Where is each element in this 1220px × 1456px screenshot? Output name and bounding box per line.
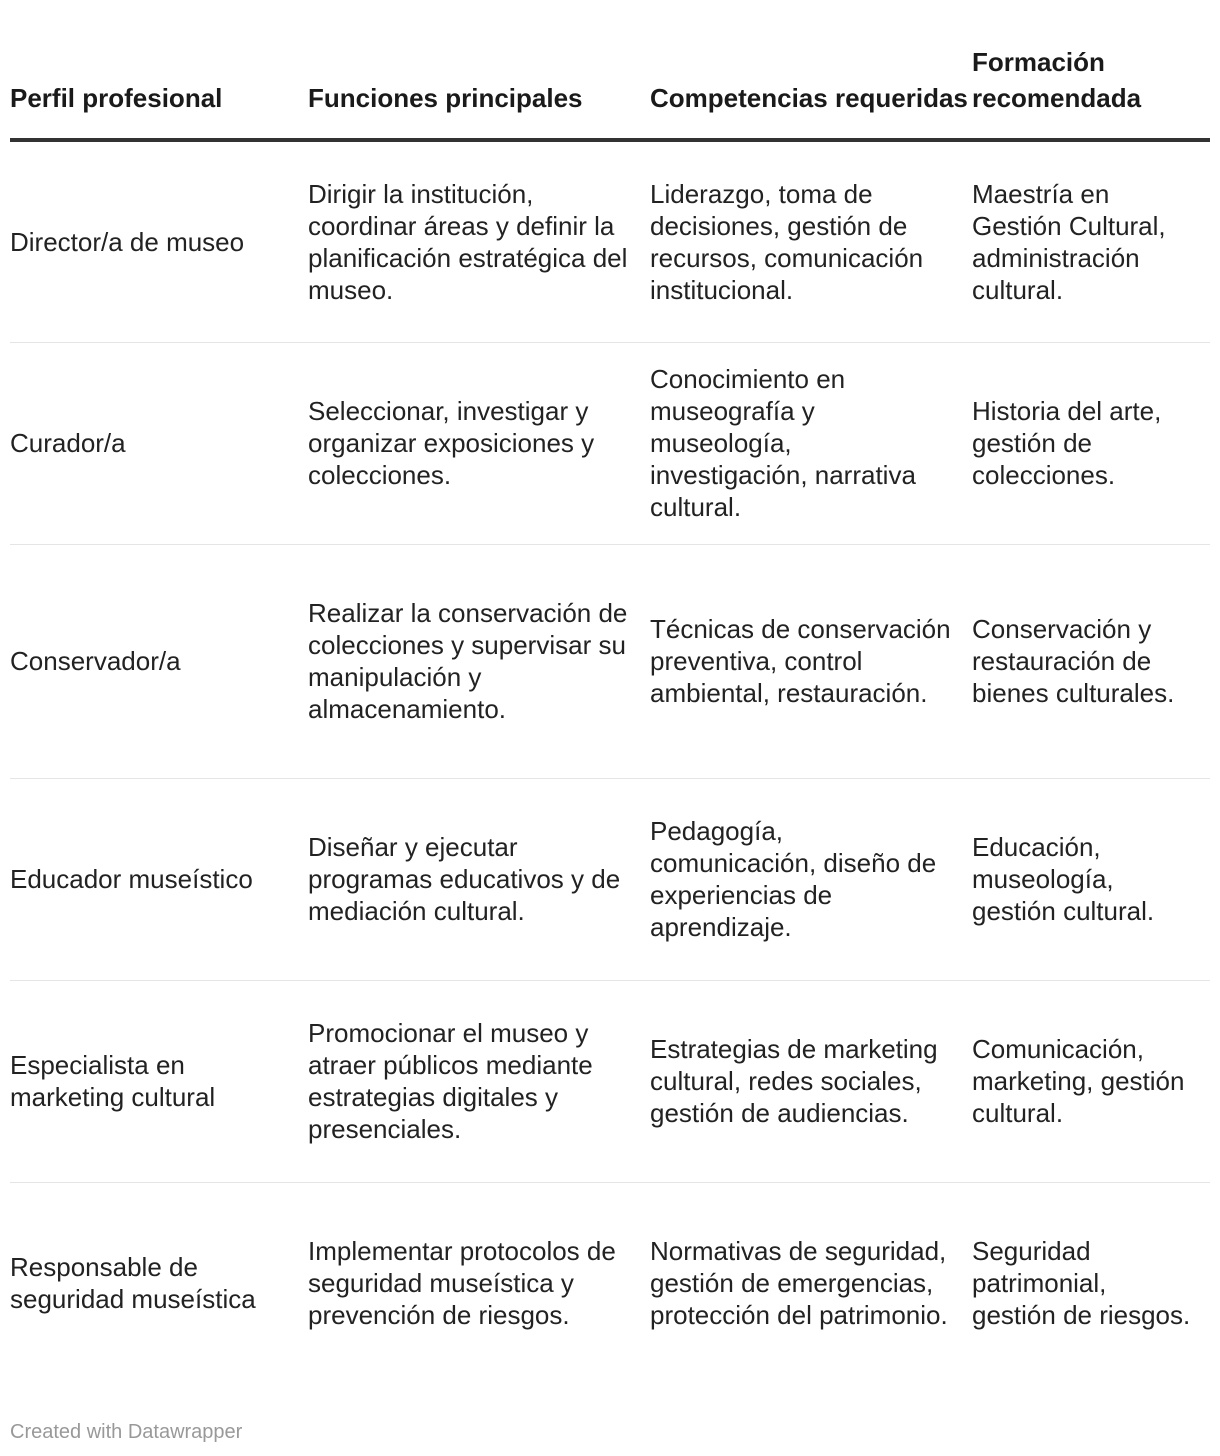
cell-formacion <box>972 140 1210 342</box>
cell-text: Conocimiento en museografía y museología, investigación, narrativa cultural. <box>650 364 916 522</box>
cell-text: Historia del arte, gestión de colecciones. <box>972 396 1162 490</box>
cell-formacion <box>972 1182 1210 1384</box>
header-competencias: Competencias requeridas <box>650 44 972 140</box>
header-funciones: Funciones principales <box>308 44 650 140</box>
cell-formacion <box>972 778 1210 980</box>
cell-perfil <box>10 1182 308 1384</box>
cell-formacion <box>972 544 1210 778</box>
cell-text: Seguridad patrimonial, gestión de riesgos. <box>972 1236 1191 1331</box>
cell-funciones <box>308 1182 650 1384</box>
datawrapper-credit: Created with Datawrapper <box>10 1421 243 1443</box>
cell-text: Conservación y restauración de bienes culturales. <box>972 614 1175 708</box>
cell-text: Normativas de seguridad, gestión de emergencias, protección del patrimonio. <box>650 1236 948 1331</box>
cell-perfil <box>10 342 308 544</box>
cell-competencias <box>650 778 972 980</box>
table-row <box>10 1182 1210 1384</box>
cell-text: Estrategias de marketing cultural, redes sociales, gestión de audiencias. <box>650 1034 938 1128</box>
data-table-container <box>10 44 1210 1384</box>
cell-text: Educación, museología, gestión cultural. <box>972 832 1155 926</box>
table-header-row <box>10 44 1210 140</box>
cell-formacion <box>972 980 1210 1182</box>
cell-text: Dirigir la institución, coordinar áreas y definir la planificación estratégica del museo. <box>308 178 628 305</box>
cell-text: Pedagogía, comunicación, diseño de experiencias de aprendizaje. <box>650 816 937 942</box>
cell-text: Realizar la conservación de colecciones y supervisar su manipulación y almacenamiento. <box>308 598 628 724</box>
cell-competencias <box>650 980 972 1182</box>
cell-competencias <box>650 1182 972 1384</box>
cell-text: Curador/a <box>10 428 126 458</box>
table-row <box>10 342 1210 544</box>
cell-text: Implementar protocolos de seguridad museística y prevención de riesgos. <box>308 1236 616 1331</box>
table-row <box>10 778 1210 980</box>
cell-text: Diseñar y ejecutar programas educativos y de mediación cultural. <box>308 832 621 926</box>
header-perfil: Perfil profesional <box>10 44 308 140</box>
cell-text: Conservador/a <box>10 646 181 676</box>
cell-text: Promocionar el museo y atraer públicos mediante estrategias digitales y presenciales. <box>308 1018 593 1144</box>
cell-text: Maestría en Gestión Cultural, administración cultural. <box>972 178 1166 305</box>
cell-text: Director/a de museo <box>10 226 245 257</box>
cell-funciones <box>308 980 650 1182</box>
cell-perfil <box>10 778 308 980</box>
cell-funciones <box>308 140 650 342</box>
cell-funciones <box>308 778 650 980</box>
profiles-table <box>10 44 1210 1384</box>
cell-competencias <box>650 342 972 544</box>
cell-text: Responsable de seguridad museística <box>10 1252 256 1315</box>
cell-text: Comunicación, marketing, gestión cultural. <box>972 1034 1185 1128</box>
cell-perfil <box>10 980 308 1182</box>
table-row <box>10 980 1210 1182</box>
cell-competencias <box>650 140 972 342</box>
cell-text: Seleccionar, investigar y organizar exposiciones y colecciones. <box>308 396 595 490</box>
cell-text: Liderazgo, toma de decisiones, gestión de recursos, comunicación institucional. <box>650 178 924 305</box>
header-formacion: Formación recomendada <box>972 44 1210 140</box>
cell-perfil <box>10 140 308 342</box>
cell-formacion <box>972 342 1210 544</box>
cell-funciones <box>308 544 650 778</box>
cell-funciones <box>308 342 650 544</box>
table-row <box>10 544 1210 778</box>
cell-perfil <box>10 544 308 778</box>
cell-text: Especialista en marketing cultural <box>10 1050 216 1112</box>
cell-text: Educador museístico <box>10 864 253 894</box>
cell-text: Técnicas de conservación preventiva, control ambiental, restauración. <box>650 614 951 708</box>
cell-competencias <box>650 544 972 778</box>
table-row <box>10 140 1210 342</box>
